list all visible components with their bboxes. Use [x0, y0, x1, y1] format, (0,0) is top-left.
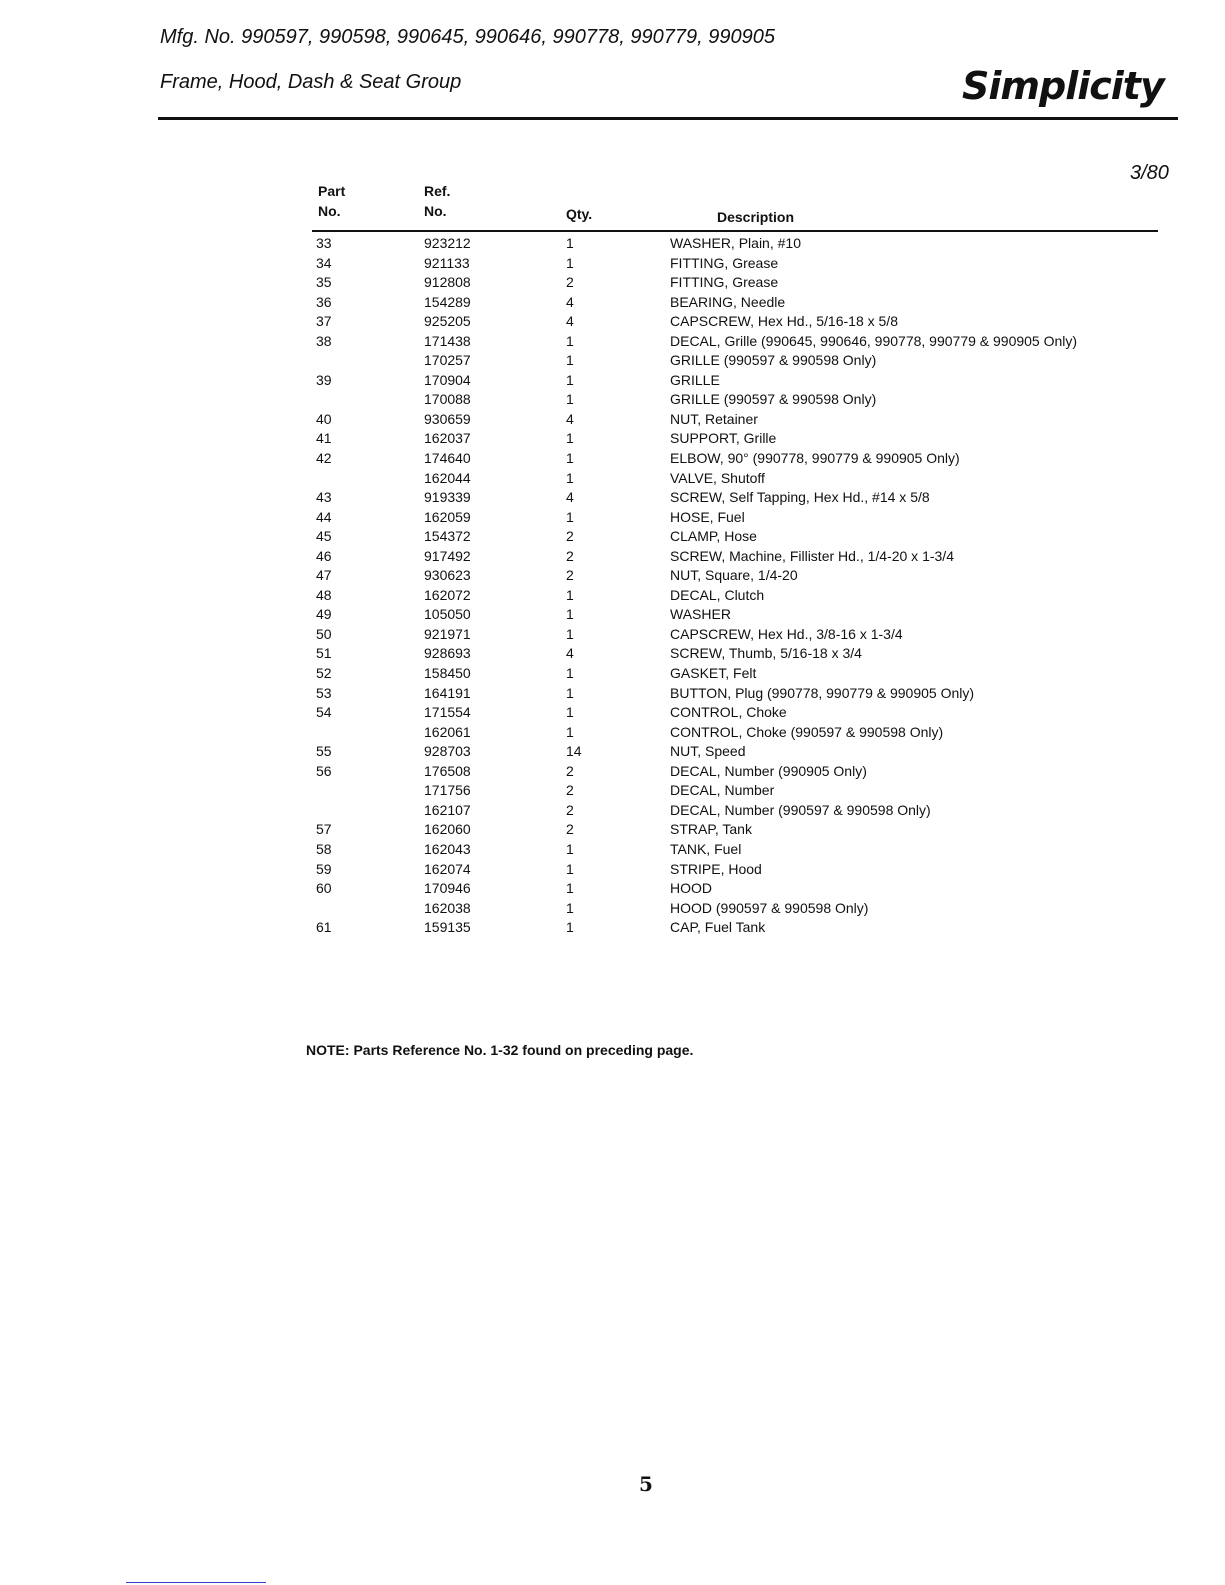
- ref-no-cell: 921133: [424, 254, 470, 271]
- ref-no-cell: 917492: [424, 547, 471, 564]
- description-cell: ELBOW, 90° (990778, 990779 & 990905 Only): [670, 450, 960, 467]
- qty-cell: 1: [566, 723, 574, 740]
- qty-cell: 1: [566, 371, 574, 388]
- qty-cell: 2: [566, 528, 574, 545]
- column-header-ref: Ref. No.: [424, 183, 451, 219]
- table-row: [0, 742, 1225, 762]
- description-cell: GRILLE (990597 & 990598 Only): [670, 391, 877, 408]
- table-row: [0, 488, 1225, 508]
- part-no-cell: 57: [316, 821, 332, 838]
- table-row: [0, 254, 1225, 274]
- ref-no-cell: 170088: [424, 391, 471, 408]
- ref-no-cell: 162061: [424, 723, 471, 740]
- description-cell: CAP, Fuel Tank: [670, 919, 766, 936]
- table-row: [0, 312, 1225, 332]
- qty-cell: 1: [566, 352, 574, 369]
- ref-no-cell: 923212: [424, 235, 471, 251]
- part-no-cell: 51: [316, 645, 332, 662]
- qty-cell: 2: [566, 801, 574, 818]
- ref-no-cell: 162038: [424, 899, 471, 916]
- ref-no-cell: 162060: [424, 821, 471, 838]
- ref-no-cell: 162059: [424, 508, 471, 525]
- table-row: [0, 801, 1225, 821]
- description-cell: GRILLE: [670, 371, 720, 388]
- ref-no-cell: 171756: [424, 782, 471, 799]
- table-row: [0, 371, 1225, 391]
- qty-cell: 1: [566, 704, 574, 721]
- ref-no-cell: 928693: [424, 645, 471, 662]
- description-cell: BUTTON, Plug (990778, 990779 & 990905 Only): [670, 684, 975, 701]
- description-cell: GRILLE (990597 & 990598 Only): [670, 352, 877, 369]
- ref-no-cell: 164191: [424, 684, 471, 701]
- ref-no-cell: 170946: [424, 880, 471, 897]
- description-cell: CAPSCREW, Hex Hd., 3/8-16 x 1-3/4: [670, 625, 903, 642]
- part-no-cell: 55: [316, 743, 332, 760]
- part-no-cell: 34: [316, 254, 332, 271]
- description-cell: WASHER, Plain, #10: [670, 235, 801, 251]
- qty-cell: 1: [566, 391, 574, 408]
- table-row: [0, 429, 1225, 449]
- column-header-part: Part No.: [318, 183, 346, 219]
- qty-cell: 1: [566, 430, 574, 447]
- mfg-numbers: Mfg. No. 990597, 990598, 990645, 990646, 990778, 990779, 990905: [160, 26, 775, 48]
- qty-cell: 1: [566, 469, 574, 486]
- description-cell: TANK, Fuel: [670, 840, 742, 857]
- qty-cell: 1: [566, 450, 574, 467]
- qty-cell: 2: [566, 567, 574, 584]
- part-no-cell: 54: [316, 704, 332, 721]
- table-row: [0, 449, 1225, 469]
- qty-cell: 1: [566, 899, 574, 916]
- part-no-cell: 35: [316, 274, 332, 291]
- qty-cell: 4: [566, 293, 574, 310]
- description-cell: NUT, Speed: [670, 743, 746, 760]
- table-row: [0, 879, 1225, 899]
- ref-no-cell: 162044: [424, 469, 471, 486]
- qty-cell: 1: [566, 860, 574, 877]
- column-header-description: Description: [717, 209, 795, 225]
- part-no-cell: 46: [316, 547, 332, 564]
- qty-cell: 2: [566, 762, 574, 779]
- ref-no-cell: 930623: [424, 567, 471, 584]
- ref-no-cell: 925205: [424, 313, 471, 330]
- part-no-cell: 45: [316, 528, 332, 545]
- description-cell: HOSE, Fuel: [670, 508, 745, 525]
- description-cell: CONTROL, Choke (990597 & 990598 Only): [670, 723, 944, 740]
- description-cell: CLAMP, Hose: [670, 528, 757, 545]
- qty-cell: 1: [566, 606, 574, 623]
- qty-cell: 1: [566, 508, 574, 525]
- part-no-cell: 48: [316, 586, 332, 603]
- part-no-cell: 38: [316, 332, 332, 349]
- description-cell: GASKET, Felt: [670, 665, 757, 682]
- table-row: [0, 703, 1225, 723]
- ref-no-cell: 162037: [424, 430, 471, 447]
- part-no-cell: 53: [316, 684, 332, 701]
- table-row: [0, 527, 1225, 547]
- footer-line: [126, 1582, 266, 1583]
- description-cell: DECAL, Number: [670, 782, 775, 799]
- qty-cell: 2: [566, 821, 574, 838]
- ref-no-cell: 162043: [424, 840, 471, 857]
- ref-no-cell: 154372: [424, 528, 471, 545]
- part-no-cell: 42: [316, 450, 332, 467]
- header-divider: [158, 117, 1178, 120]
- table-row: [0, 469, 1225, 489]
- table-row: [0, 684, 1225, 704]
- qty-cell: 1: [566, 235, 574, 251]
- table-row: [0, 508, 1225, 528]
- description-cell: STRAP, Tank: [670, 821, 752, 838]
- ref-no-cell: 928703: [424, 743, 471, 760]
- qty-cell: 1: [566, 684, 574, 701]
- ref-no-cell: 930659: [424, 410, 471, 427]
- revision-date: 3/80: [1130, 162, 1169, 184]
- description-cell: BEARING, Needle: [670, 293, 786, 310]
- description-cell: FITTING, Grease: [670, 274, 779, 291]
- description-cell: STRIPE, Hood: [670, 860, 762, 877]
- table-row: [0, 625, 1225, 645]
- qty-cell: 4: [566, 489, 574, 506]
- part-no-cell: 50: [316, 625, 332, 642]
- description-cell: SCREW, Self Tapping, Hex Hd., #14 x 5/8: [670, 489, 930, 506]
- ref-no-cell: 170257: [424, 352, 471, 369]
- table-row: [0, 390, 1225, 410]
- table-row: [0, 605, 1225, 625]
- table-row: [0, 664, 1225, 684]
- column-header-qty: Qty.: [566, 206, 593, 222]
- part-no-cell: 37: [316, 313, 332, 330]
- qty-cell: 1: [566, 625, 574, 642]
- ref-no-cell: 162072: [424, 586, 471, 603]
- table-row: [0, 293, 1225, 313]
- table-row: [0, 840, 1225, 860]
- description-cell: WASHER: [670, 606, 731, 623]
- ref-no-cell: 162107: [424, 801, 471, 818]
- ref-no-cell: 919339: [424, 489, 471, 506]
- part-no-cell: 41: [316, 430, 332, 447]
- ref-no-cell: 158450: [424, 665, 471, 682]
- table-row: [0, 723, 1225, 743]
- description-cell: NUT, Square, 1/4-20: [670, 567, 798, 584]
- table-row: [0, 566, 1225, 586]
- table-row: [0, 781, 1225, 801]
- table-row: [0, 410, 1225, 430]
- table-row: [0, 351, 1225, 371]
- part-no-cell: 59: [316, 860, 332, 877]
- description-cell: HOOD: [670, 880, 712, 897]
- table-row: [0, 899, 1225, 919]
- parts-table: [0, 234, 1225, 938]
- table-header-divider: [312, 230, 1158, 232]
- qty-cell: 1: [566, 332, 574, 349]
- qty-cell: 1: [566, 586, 574, 603]
- part-no-cell: 49: [316, 606, 332, 623]
- part-no-cell: 39: [316, 371, 332, 388]
- description-cell: FITTING, Grease: [670, 254, 779, 271]
- table-row: [0, 586, 1225, 606]
- brand-logo: Simplicity: [962, 64, 1164, 108]
- description-cell: CONTROL, Choke: [670, 704, 787, 721]
- qty-cell: 4: [566, 645, 574, 662]
- part-no-cell: 36: [316, 293, 332, 310]
- description-cell: SUPPORT, Grille: [670, 430, 777, 447]
- part-no-cell: 40: [316, 410, 332, 427]
- part-no-cell: 33: [316, 235, 332, 251]
- description-cell: CAPSCREW, Hex Hd., 5/16-18 x 5/8: [670, 313, 898, 330]
- table-row: [0, 644, 1225, 664]
- description-cell: DECAL, Number (990597 & 990598 Only): [670, 801, 931, 818]
- qty-cell: 1: [566, 919, 574, 936]
- ref-no-cell: 105050: [424, 606, 471, 623]
- part-no-cell: 61: [316, 919, 332, 936]
- description-cell: NUT, Retainer: [670, 410, 758, 427]
- ref-no-cell: 162074: [424, 860, 471, 877]
- description-cell: HOOD (990597 & 990598 Only): [670, 899, 869, 916]
- qty-cell: 2: [566, 782, 574, 799]
- qty-cell: 1: [566, 880, 574, 897]
- table-row: [0, 234, 1225, 254]
- qty-cell: 2: [566, 547, 574, 564]
- description-cell: SCREW, Thumb, 5/16-18 x 3/4: [670, 645, 862, 662]
- table-row: [0, 762, 1225, 782]
- description-cell: DECAL, Number (990905 Only): [670, 762, 867, 779]
- description-cell: SCREW, Machine, Fillister Hd., 1/4-20 x 1-3/4: [670, 547, 954, 564]
- footnote: NOTE: Parts Reference No. 1-32 found on preceding page.: [306, 1042, 694, 1058]
- qty-cell: 14: [566, 743, 582, 760]
- ref-no-cell: 921971: [424, 625, 471, 642]
- qty-cell: 2: [566, 274, 574, 291]
- part-no-cell: 47: [316, 567, 332, 584]
- qty-cell: 4: [566, 410, 574, 427]
- ref-no-cell: 176508: [424, 762, 471, 779]
- ref-no-cell: 154289: [424, 293, 471, 310]
- table-row: [0, 273, 1225, 293]
- part-no-cell: 52: [316, 665, 332, 682]
- qty-cell: 4: [566, 313, 574, 330]
- page-number: 5: [639, 1472, 653, 1496]
- ref-no-cell: 912808: [424, 274, 471, 291]
- ref-no-cell: 174640: [424, 450, 471, 467]
- table-row: [0, 820, 1225, 840]
- qty-cell: 1: [566, 254, 574, 271]
- qty-cell: 1: [566, 665, 574, 682]
- part-no-cell: 56: [316, 762, 332, 779]
- table-row: [0, 918, 1225, 938]
- part-no-cell: 60: [316, 880, 332, 897]
- qty-cell: 1: [566, 840, 574, 857]
- ref-no-cell: 159135: [424, 919, 471, 936]
- part-no-cell: 43: [316, 489, 332, 506]
- ref-no-cell: 171554: [424, 704, 471, 721]
- table-row: [0, 547, 1225, 567]
- table-row: [0, 332, 1225, 352]
- table-row: [0, 860, 1225, 880]
- section-title: Frame, Hood, Dash & Seat Group: [160, 71, 462, 93]
- ref-no-cell: 170904: [424, 371, 471, 388]
- description-cell: DECAL, Grille (990645, 990646, 990778, 990779 & 990905 Only): [670, 332, 1078, 349]
- ref-no-cell: 171438: [424, 332, 471, 349]
- description-cell: DECAL, Clutch: [670, 586, 765, 603]
- part-no-cell: 44: [316, 508, 332, 525]
- description-cell: VALVE, Shutoff: [670, 469, 765, 486]
- part-no-cell: 58: [316, 840, 332, 857]
